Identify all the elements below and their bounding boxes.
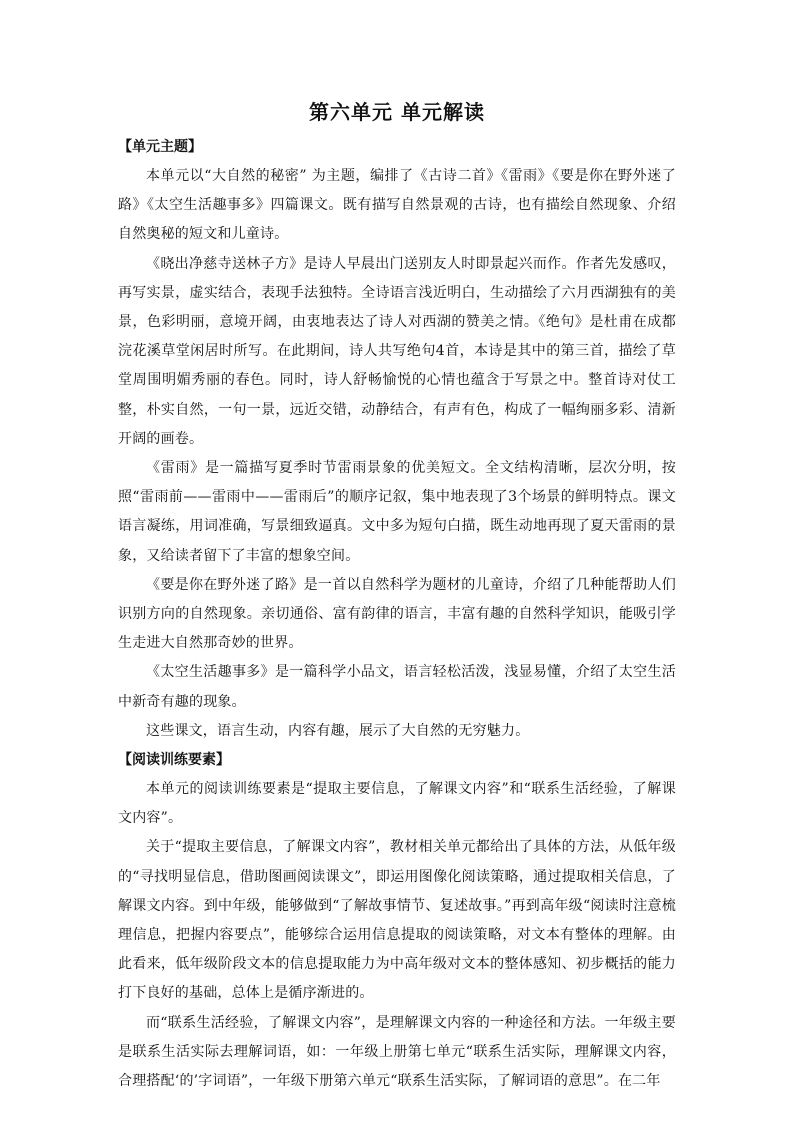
section-unit-theme — [118, 133, 676, 746]
paragraph: 而“联系生活经验，了解课文内容”，是理解课文内容的一种途径和方法。一年级主要是联系生活实际去理解词语，如：一年级上册第七单元“联系生活实际，理解课文内容，合理搭配‘的’字词语”，一年级下册第六单元“联系生活实际，了解词语的意思”。在二年 — [118, 1014, 676, 1090]
paragraph: 《雷雨》是一篇描写夏季时节雷雨景象的优美短文。全文结构清晰，层次分明，按照“雷雨前——雷雨中——雷雨后”的顺序记叙，集中地表现了3个场景的鲜明特点。课文语言凝练，用词准确，写景细致逼真。文中多为短句白描，既生动地再现了夏天雷雨的景象，又给读者留下了丰富的想象空间。 — [118, 460, 676, 564]
paragraph: 本单元的阅读训练要素是“提取主要信息，了解课文内容”和“联系生活经验，了解课文内容”。 — [118, 781, 676, 827]
paragraph: 《要是你在野外迷了路》是一首以自然科学为题材的儿童诗，介绍了几种能帮助人们识别方向的自然现象。亲切通俗、富有韵律的语言，丰富有趣的自然科学知识，能吸引学生走进大自然那奇妙的世界。 — [118, 576, 676, 652]
section-heading: 【单元主题】 — [118, 139, 202, 155]
section-reading-training — [118, 746, 676, 1096]
document-page — [118, 100, 676, 1096]
paragraph: 关于“提取主要信息，了解课文内容”，教材相关单元都给出了具体的方法，从低年级的“寻找明显信息，借助图画阅读课文”，即运用图像化阅读策略，通过提取相关信息，了解课文内容。到中年级，能够做到“了解故事情节、复述故事。”再到高年级“阅读时注意梳理信息，把握内容要点”，能够综合运用信息提取的阅读策略，对文本有整体的理解。由此看来，低年级阶段文本的信息提取能力为中高年级对文本的整体感知、初步概括的能力打下良好的基础，总体上是循序渐进的。 — [118, 839, 676, 1002]
paragraph: 《晓出净慈寺送林子方》是诗人早晨出门送别友人时即景起兴而作。作者先发感叹，再写实景，虚实结合，表现手法独特。全诗语言浅近明白，生动描绘了六月西湖独有的美景，色彩明丽，意境开阔，由衷地表达了诗人对西湖的赞美之情。《绝句》是杜甫在成都浣花溪草堂闲居时所写。在此期间，诗人共写绝句4首，本诗是其中的第三首，描绘了草堂周围明媚秀丽的春色。同时，诗人舒畅愉悦的心情也蕴含于写景之中。整首诗对仗工整，朴实自然，一句一景，远近交错，动静结合，有声有色，构成了一幅绚丽多彩、清新开阔的画卷。 — [118, 255, 676, 447]
page-title: 第六单元 单元解读 — [309, 100, 485, 124]
paragraph: 本单元以“大自然的秘密” 为主题，编排了《古诗二首》《雷雨》《要是你在野外迷了路》《太空生活趣事多》四篇课文。既有描写自然景观的古诗，也有描绘自然现象、介绍自然奥秘的短文和儿童诗。 — [118, 168, 676, 243]
paragraph: 《太空生活趣事多》是一篇科学小品文，语言轻松活泼，浅显易懂，介绍了太空生活中新奇有趣的现象。 — [118, 664, 676, 710]
section-heading: 【阅读训练要素】 — [118, 752, 230, 769]
paragraph: 这些课文，语言生动，内容有趣，展示了大自然的无穷魅力。 — [146, 722, 530, 739]
